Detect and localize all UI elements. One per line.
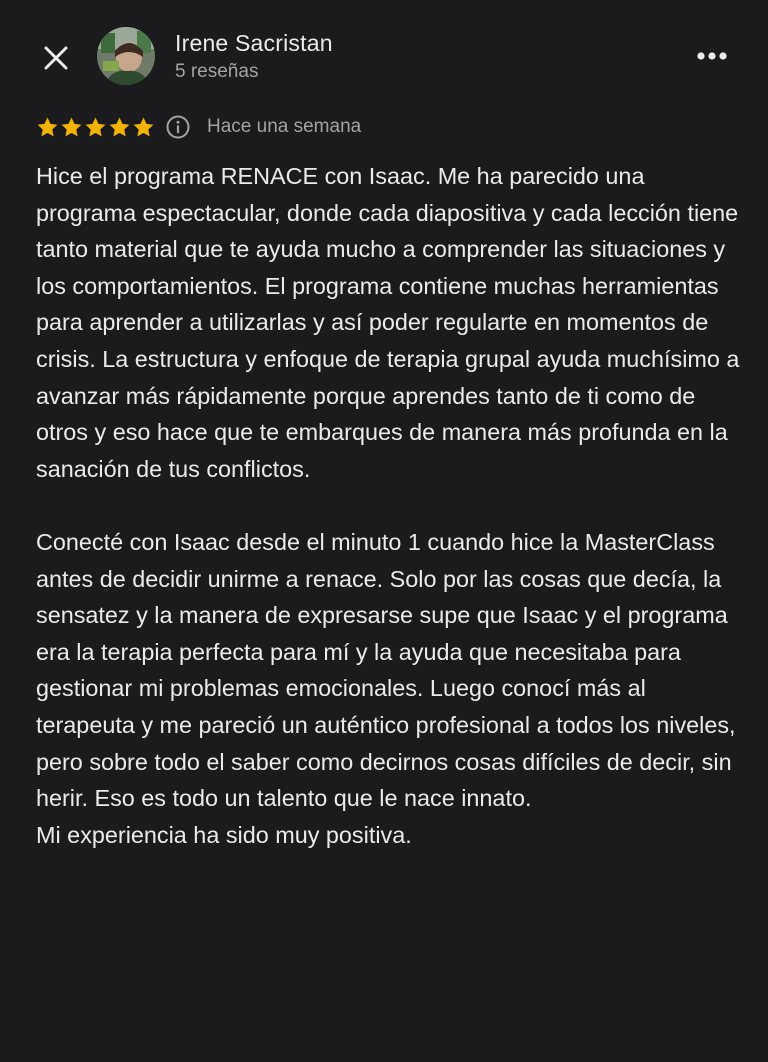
more-horizontal-icon	[696, 51, 728, 61]
star-icon	[132, 116, 155, 139]
star-rating	[36, 116, 155, 139]
star-icon	[108, 116, 131, 139]
review-text	[36, 158, 748, 853]
reviewer-review-count: 5 reseñas	[175, 61, 259, 82]
close-icon	[43, 45, 69, 71]
rating-row	[36, 112, 361, 142]
review-date: Hace una semana	[207, 116, 362, 137]
review-paragraph: Conecté con Isaac desde el minuto 1 cuando hice la MasterClass antes de decidir unirme a renace. Solo por las cosas que decía, la sensatez y la manera de expresarse supe que Isaac y el programa era la terapia perfecta para mí y la ayuda que necesitaba para gestionar mi problemas emocionales. Luego conocí más al terapeuta y me pareció un auténtico profesional a todos los niveles, pero sobre todo el saber como decirnos cosas difíciles de decir, sin herir. Eso es todo un talento que le nace innato.	[36, 528, 736, 812]
paragraph-spacer	[36, 487, 748, 524]
close-button[interactable]	[34, 36, 78, 80]
star-icon	[36, 116, 59, 139]
info-icon[interactable]	[165, 114, 191, 140]
star-icon	[84, 116, 107, 139]
review-paragraph: Hice el programa RENACE con Isaac. Me ha parecido una programa espectacular, donde cada diapositiva y cada lección tiene tanto material que te ayuda mucho a comprender las situaciones y los comportamientos. El programa contiene muchas herramientas para aprender a utilizarlas y así poder regularte en momentos de crisis. La estructura y enfoque de terapia grupal ayuda muchísimo a avanzar más rápidamente porque aprendes tanto de ti como de otros y eso hace que te embarques de manera más profunda en la sanación de tus conflictos.	[36, 163, 740, 482]
avatar[interactable]	[97, 27, 155, 85]
more-options-button[interactable]	[688, 38, 736, 74]
review-paragraph: Mi experiencia ha sido muy positiva.	[36, 821, 412, 848]
review-header	[0, 0, 768, 110]
star-icon	[60, 116, 83, 139]
reviewer-name[interactable]: Irene Sacristan	[175, 30, 333, 56]
